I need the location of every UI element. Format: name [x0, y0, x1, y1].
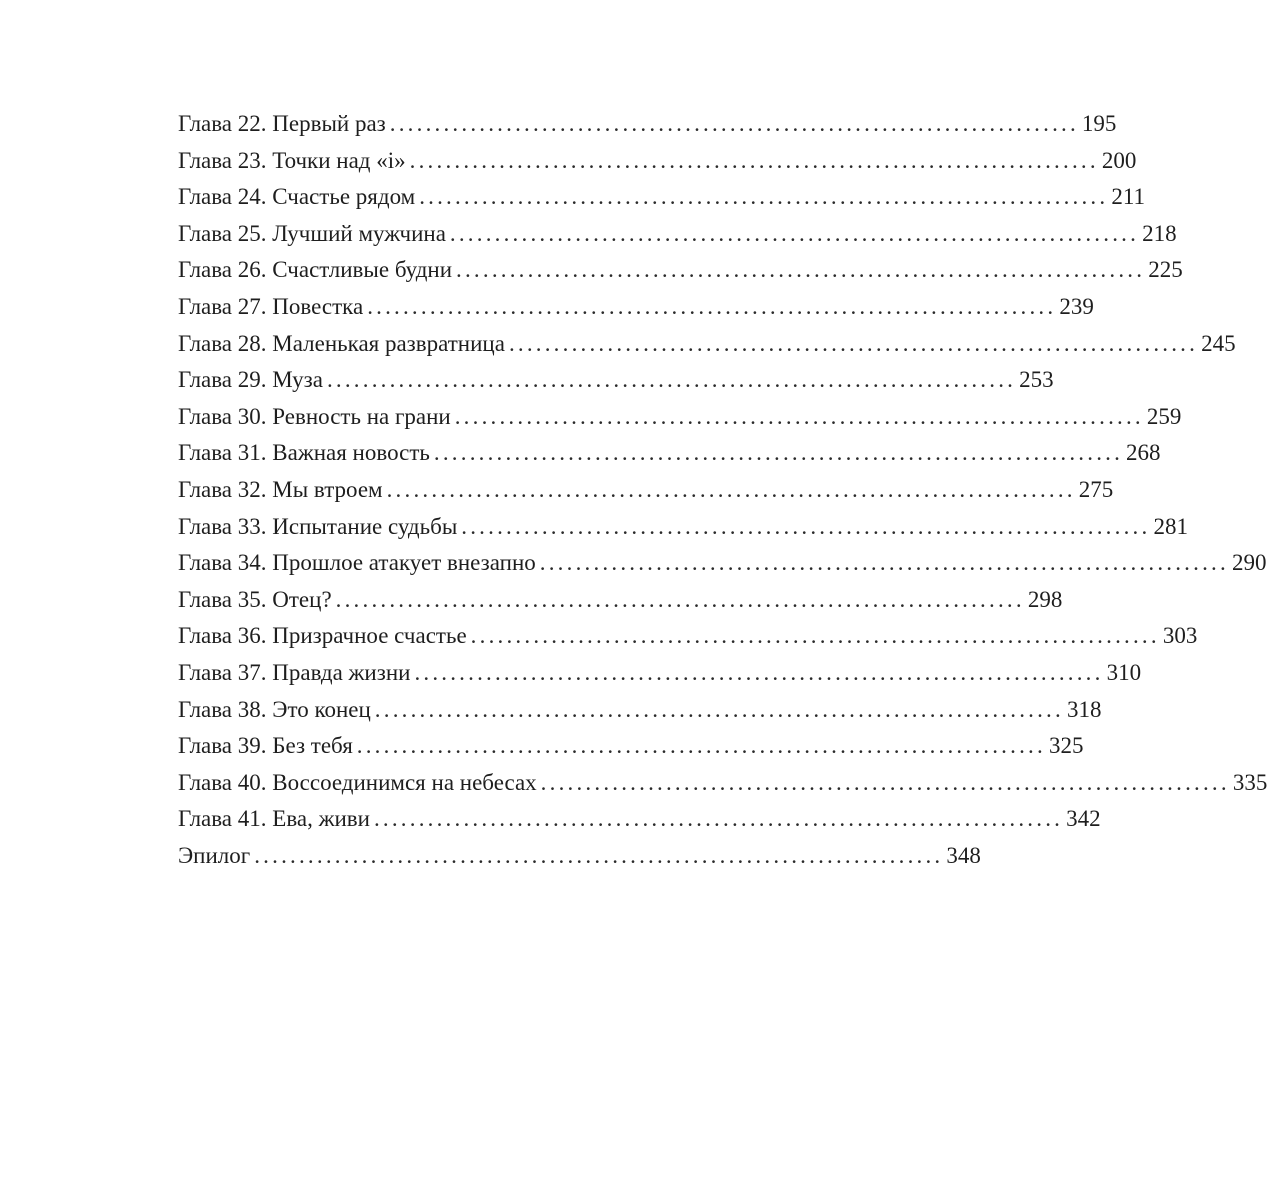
chapter-title: Глава 40. Воссоединимся на небесах	[178, 769, 537, 795]
chapter-title: Глава 24. Счастье рядом	[178, 184, 416, 210]
page-number: 325	[1048, 733, 1084, 759]
dot-leader: .............................................................................	[326, 367, 1017, 393]
dot-leader: .............................................................................	[470, 623, 1160, 649]
page-number: 335	[1232, 769, 1267, 795]
page-number: 245	[1201, 330, 1236, 356]
toc-entry	[178, 801, 1101, 838]
page-number: 318	[1066, 696, 1102, 722]
toc-entry	[178, 655, 1142, 692]
chapter-title: Глава 26. Счастливые будни	[178, 257, 453, 283]
chapter-title: Глава 25. Лучший мужчина	[178, 220, 446, 246]
page-number: 303	[1162, 623, 1198, 649]
page-number: 211	[1111, 184, 1145, 210]
page-number: 195	[1081, 111, 1117, 136]
chapter-title: Глава 38. Это конец	[178, 696, 371, 722]
dot-leader: .............................................................................	[508, 330, 1199, 356]
page-number: 348	[946, 842, 981, 868]
dot-leader: .............................................................................	[367, 293, 1057, 319]
chapter-title: Глава 37. Правда жизни	[178, 659, 411, 685]
toc-entry	[178, 179, 1145, 216]
page-number: 281	[1153, 513, 1188, 539]
chapter-title: Глава 33. Испытание судьбы	[178, 513, 458, 539]
chapter-title: Глава 39. Без тебя	[178, 733, 353, 759]
chapter-title: Глава 29. Муза	[178, 367, 323, 393]
toc-entry	[178, 362, 1054, 399]
toc-entry	[178, 618, 1198, 655]
page-number: 200	[1101, 147, 1137, 173]
dot-leader: .............................................................................	[409, 147, 1099, 173]
dot-leader: .............................................................................	[254, 842, 944, 868]
dot-leader: .............................................................................	[454, 403, 1144, 429]
toc-entry	[178, 143, 1137, 180]
chapter-title: Глава 22. Первый раз	[178, 111, 386, 136]
chapter-title: Глава 28. Маленькая развратница	[178, 330, 505, 356]
page-number: 218	[1142, 220, 1177, 246]
chapter-title: Глава 31. Важная новость	[178, 440, 430, 466]
dot-leader: .............................................................................	[335, 586, 1025, 612]
dot-leader: .............................................................................	[356, 733, 1046, 759]
dot-leader: .............................................................................	[414, 659, 1104, 685]
chapter-title: Глава 32. Мы втроем	[178, 476, 383, 502]
page-number: 298	[1027, 586, 1063, 612]
page-number: 225	[1148, 257, 1183, 283]
page-number: 268	[1126, 440, 1161, 466]
page-number: 310	[1106, 659, 1142, 685]
dot-leader: .............................................................................	[539, 550, 1229, 576]
page-number: 290	[1231, 550, 1267, 576]
toc-entry	[178, 838, 981, 875]
dot-leader: .............................................................................	[540, 769, 1230, 795]
page-number: 342	[1066, 806, 1101, 832]
dot-leader: .............................................................................	[419, 184, 1109, 210]
page-number: 275	[1078, 476, 1114, 502]
toc-entry	[178, 472, 1114, 509]
dot-leader: .............................................................................	[433, 440, 1124, 466]
chapter-title: Глава 41. Ева, живи	[178, 806, 370, 832]
page-number: 253	[1019, 367, 1054, 393]
chapter-title: Глава 35. Отец?	[178, 586, 332, 612]
chapter-title: Глава 27. Повестка	[178, 293, 364, 319]
dot-leader: .............................................................................	[373, 806, 1064, 832]
toc-entry	[178, 509, 1188, 546]
dot-leader: .............................................................................	[449, 220, 1140, 246]
page-number: 259	[1146, 403, 1182, 429]
toc-entry	[178, 765, 1267, 802]
toc-entry	[178, 545, 1267, 582]
toc-entry	[178, 252, 1183, 289]
toc-entry	[178, 106, 1117, 143]
toc-entry	[178, 289, 1094, 326]
chapter-title: Глава 30. Ревность на грани	[178, 403, 451, 429]
toc-entry	[178, 728, 1084, 765]
epilogue-title: Эпилог	[178, 842, 251, 868]
toc-entry	[178, 435, 1161, 472]
chapter-title: Глава 34. Прошлое атакует внезапно	[178, 550, 536, 576]
toc-entry	[178, 399, 1182, 436]
dot-leader: .............................................................................	[389, 111, 1079, 136]
toc-entry	[178, 692, 1102, 729]
dot-leader: .............................................................................	[386, 476, 1076, 502]
chapter-title: Глава 36. Призрачное счастье	[178, 623, 467, 649]
toc-entry	[178, 216, 1177, 253]
dot-leader: .............................................................................	[456, 257, 1146, 283]
dot-leader: .............................................................................	[374, 696, 1064, 722]
toc-entry	[178, 582, 1063, 619]
page-number: 239	[1059, 293, 1094, 319]
toc-entry	[178, 326, 1236, 363]
table-of-contents	[178, 106, 1267, 874]
chapter-title: Глава 23. Точки над «i»	[178, 147, 406, 173]
dot-leader: .............................................................................	[461, 513, 1151, 539]
